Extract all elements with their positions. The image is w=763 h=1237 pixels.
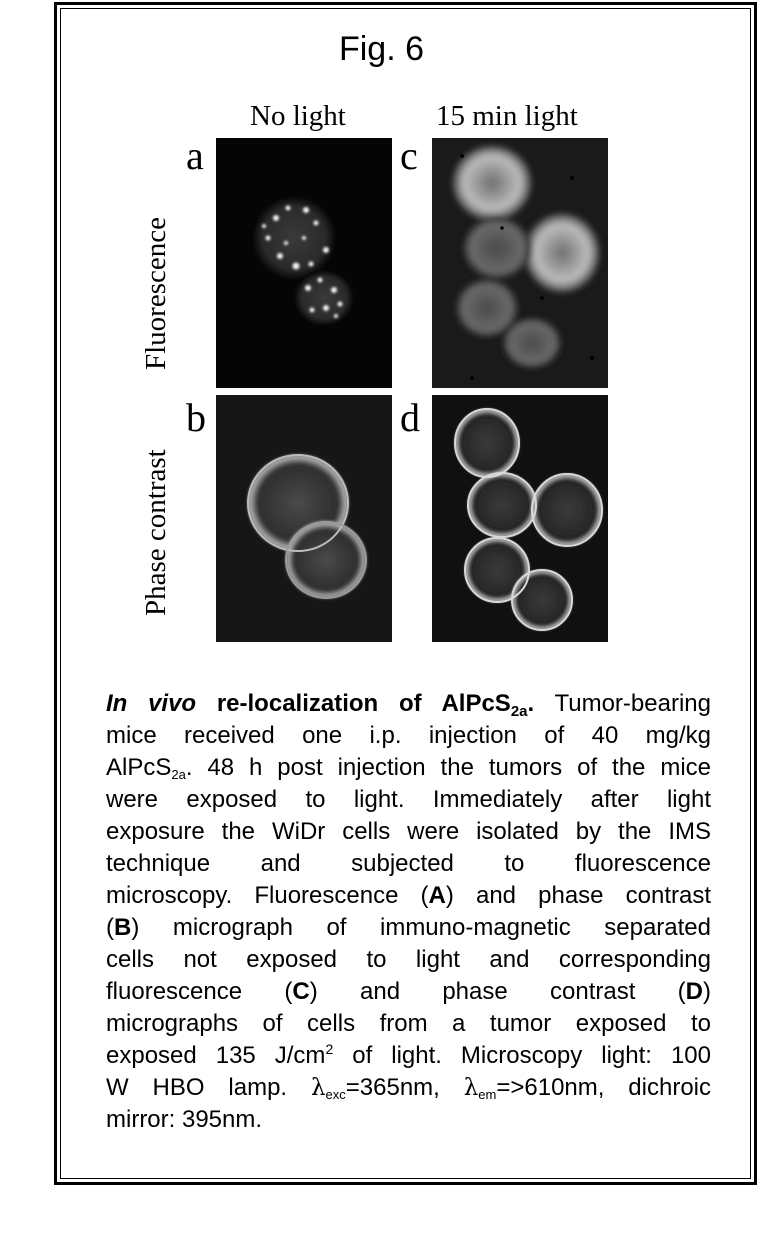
caption-line-8: (B) micrograph of immuno-magnetic separated	[106, 914, 711, 941]
panel-letter-d: d	[400, 395, 420, 440]
caption-line-14: mirror: 395nm.	[106, 1106, 263, 1133]
caption-line-12: exposed 135 $J/cm^2$ of light. Microscopy light: 100	[106, 1041, 712, 1069]
caption-line-3: AlPcS2a. 48 h post injection the tumors of the mice	[106, 754, 711, 782]
caption-line-11: micrographs of cells from a tumor exposed to	[106, 1010, 711, 1037]
caption-line-10: fluorescence (C) and phase contrast (D)	[106, 978, 712, 1005]
caption-line-4: were exposed to light. Immediately after light	[106, 786, 711, 813]
row-label-phase-contrast: Phase contrast	[140, 449, 172, 616]
panel-letter-b: b	[186, 395, 206, 440]
micrograph-b-phase-contrast-no-light	[216, 395, 392, 642]
figure-title: Fig. 6	[338, 30, 425, 68]
caption-line-9: cells not exposed to light and corresponding	[106, 946, 711, 973]
column-header-no-light: No light	[250, 100, 346, 132]
caption-line-6: technique and subjected to fluorescence	[106, 850, 711, 877]
caption-line-5: exposure the WiDr cells were isolated by the IMS	[106, 818, 711, 845]
micrograph-a-fluorescence-no-light	[216, 138, 392, 388]
micrograph-c-fluorescence-15-min-light	[432, 138, 608, 388]
figure-caption	[106, 688, 711, 1136]
caption-line-2: mice received one i.p. injection of 40 mg/kg	[106, 722, 711, 749]
column-header-15-min-light: 15 min light	[436, 100, 578, 132]
micrograph-d-phase-contrast-15-min-light	[432, 395, 608, 642]
panel-letter-c: c	[400, 133, 418, 178]
caption-line-1: In vivo re-localization of AlPcS$_{2a}$. Tumor-bearing	[106, 690, 711, 720]
row-label-fluorescence: Fluorescence	[140, 217, 172, 370]
caption-line-7: microscopy. Fluorescence (A) and phase contrast	[106, 882, 711, 909]
caption-line-13: W HBO lamp. λexc=365nm, λem=>610nm, dichroic	[106, 1074, 711, 1102]
panel-letter-a: a	[186, 133, 204, 178]
